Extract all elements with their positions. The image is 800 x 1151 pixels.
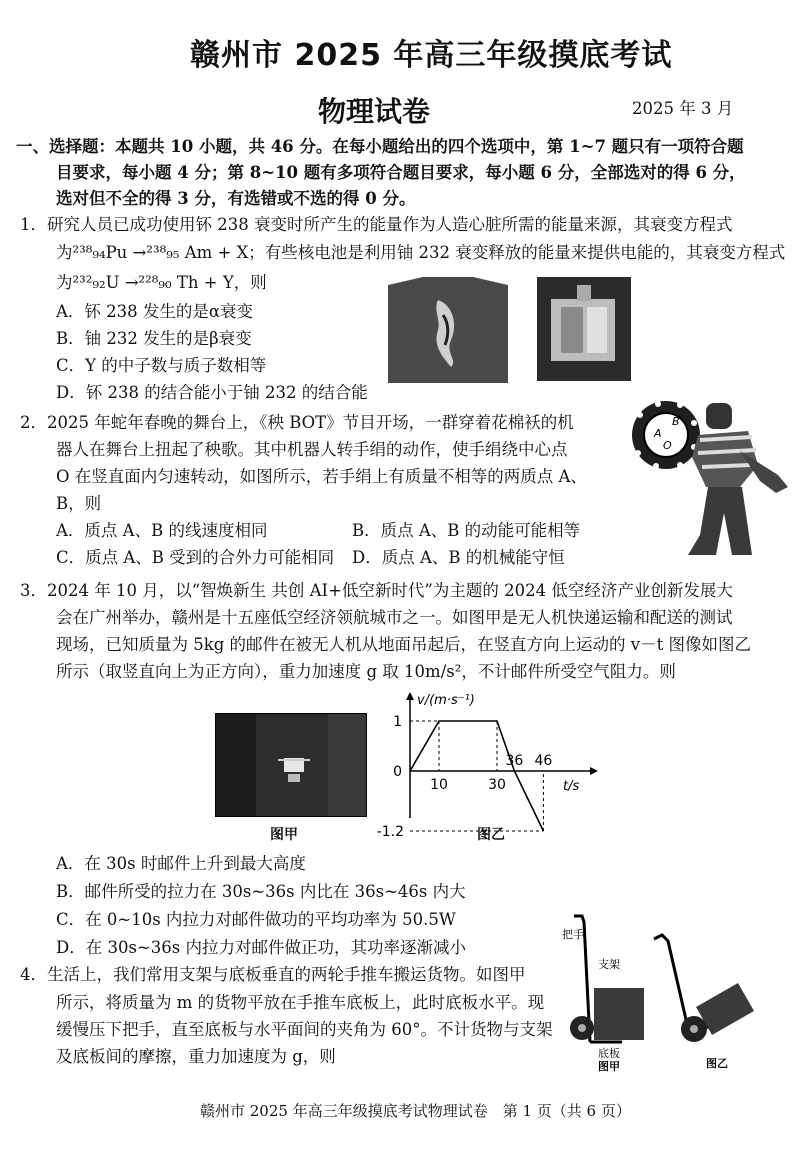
point-a-label: A — [654, 427, 662, 440]
fig-b-caption: 图乙 — [477, 827, 505, 843]
section-instructions-line3: 选对但不全的得 3 分，有选错或不选的得 0 分。 — [56, 189, 416, 208]
section-instructions-line1: 一、选择题：本题共 10 小题，共 46 分。在每小题给出的四个选项中，第 1~7 题只有一项符合题 — [16, 137, 744, 156]
x-tick-label-46: 46 — [534, 753, 553, 769]
fig4-a-caption: 图甲 — [598, 1060, 620, 1073]
q2-line4: B，则 — [56, 494, 102, 513]
base-label: 底板 — [598, 1047, 620, 1060]
q4-line3: 缓慢压下把手，直至底板与水平面间的夹角为 60°。不计货物与支架 — [56, 1020, 553, 1039]
q2-option-b: B．质点 A、B 的动能可能相等 — [352, 521, 581, 540]
q2-option-d: D．质点 A、B 的机械能守恒 — [352, 548, 565, 567]
page-subtitle: 物理试卷 — [318, 95, 431, 128]
q3-line2: 会在广州举办，赣州是十五座低空经济领航城市之一。如图甲是无人机快递运输和配送的测试 — [56, 608, 733, 627]
point-b-label: B — [672, 415, 680, 428]
y-tick-label-1: 1 — [393, 714, 402, 730]
q4-line4: 及底板间的摩擦，重力加速度为 g，则 — [56, 1047, 336, 1066]
y-axis-label: v/(m·s⁻¹) — [417, 693, 475, 708]
q1-line1: 1．研究人员已成功使用钚 238 衰变时所产生的能量作为人造心脏所需的能量来源，其衰变方程式 — [20, 215, 733, 234]
y-axis-arrow — [406, 692, 414, 700]
x-axis-arrow — [590, 767, 598, 775]
robot-handkerchief-figure — [628, 395, 793, 557]
q1-option-b: B．铀 232 发生的是β衰变 — [56, 329, 252, 348]
q2-line3: O 在竖直面内匀速转动，如图所示，若手绢上有质量不相等的两质点 A、 — [56, 467, 587, 486]
hand-truck-figure-a — [560, 912, 660, 1072]
exam-date: 2025 年 3 月 — [632, 99, 734, 118]
frame-label: 支架 — [598, 958, 620, 971]
y-tick-label-neg: -1.2 — [376, 824, 404, 840]
point-o-label: O — [663, 439, 672, 452]
q2-option-c: C．质点 A、B 受到的合外力可能相同 — [56, 548, 335, 567]
q4-line1: 4．生活上，我们常用支架与底板垂直的两轮手推车搬运货物。如图甲 — [20, 965, 526, 984]
fig4-b-caption: 图乙 — [706, 1057, 728, 1070]
q3-option-a: A．在 30s 时邮件上升到最大高度 — [56, 854, 306, 873]
q2-line2: 器人在舞台上扭起了秧歌。其中机器人转手绢的动作，使手绢绕中心点 — [56, 440, 568, 459]
q3-line4: 所示（取竖直向上为正方向），重力加速度 g 取 10m/s²，不计邮件所受空气阻力。则 — [56, 662, 676, 681]
q3-option-d: D．在 30s~36s 内拉力对邮件做正功，其功率逐渐减小 — [56, 938, 466, 957]
q2-option-a: A．质点 A、B 的线速度相同 — [56, 521, 268, 540]
handle-label: 把手 — [562, 928, 584, 941]
q1-line2: 为²³⁸₉₄Pu →²³⁸₉₅ Am + X；有些核电池是利用铀 232 衰变释放的能量来提供电能的，其衰变方程式 — [56, 243, 786, 262]
drone-delivery-photo — [215, 713, 367, 817]
x-tick-label-10: 10 — [430, 777, 448, 793]
section-instructions-line2: 目要求，每小题 4 分；第 8~10 题有多项符合题目要求，每小题 6 分，全部选对的得 6 分， — [56, 163, 746, 182]
q1-option-a: A．钚 238 发生的是α衰变 — [56, 302, 254, 321]
q3-line3: 现场，已知质量为 5kg 的邮件在被无人机从地面吊起后，在竖直方向上运动的 v－t 图像如图乙 — [56, 635, 751, 654]
q1-line3: 为²³²₉₂U →²²⁸₉₀ Th + Y，则 — [56, 273, 267, 292]
nuclear-battery-photo — [537, 277, 631, 381]
q1-option-c: C．Y 的中子数与质子数相等 — [56, 356, 267, 375]
q3-option-c: C．在 0~10s 内拉力对邮件做功的平均功率为 50.5W — [56, 910, 456, 929]
q3-option-b: B．邮件所受的拉力在 30s~36s 内比在 36s~46s 内大 — [56, 882, 466, 901]
velocity-series-line — [410, 721, 543, 831]
q4-line2: 所示，将质量为 m 的货物平放在手推车底板上，此时底板水平。现 — [56, 993, 545, 1012]
y-tick-label-0: 0 — [393, 764, 402, 780]
fig-a-caption: 图甲 — [270, 827, 298, 843]
x-tick-label-36: 36 — [505, 753, 524, 769]
x-axis-label: t/s — [563, 779, 580, 794]
hand-truck-figure-b — [650, 925, 760, 1072]
page-footer: 赣州市 2025 年高三年级摸底考试物理试卷 第 1 页（共 6 页） — [200, 1102, 631, 1120]
q2-line1: 2．2025 年蛇年春晚的舞台上，《秧 BOT》节目开场，一群穿着花棉袄的机 — [20, 413, 574, 432]
x-tick-label-30: 30 — [488, 777, 506, 793]
artificial-heart-photo — [383, 275, 513, 383]
q1-option-d: D．钚 238 的结合能小于铀 232 的结合能 — [56, 383, 368, 402]
page-title: 赣州市 2025 年高三年级摸底考试 — [190, 38, 673, 73]
q3-line1: 3．2024 年 10 月，以“智焕新生 共创 AI+低空新时代”为主题的 2024 低空经济产业创新发展大 — [20, 581, 733, 600]
